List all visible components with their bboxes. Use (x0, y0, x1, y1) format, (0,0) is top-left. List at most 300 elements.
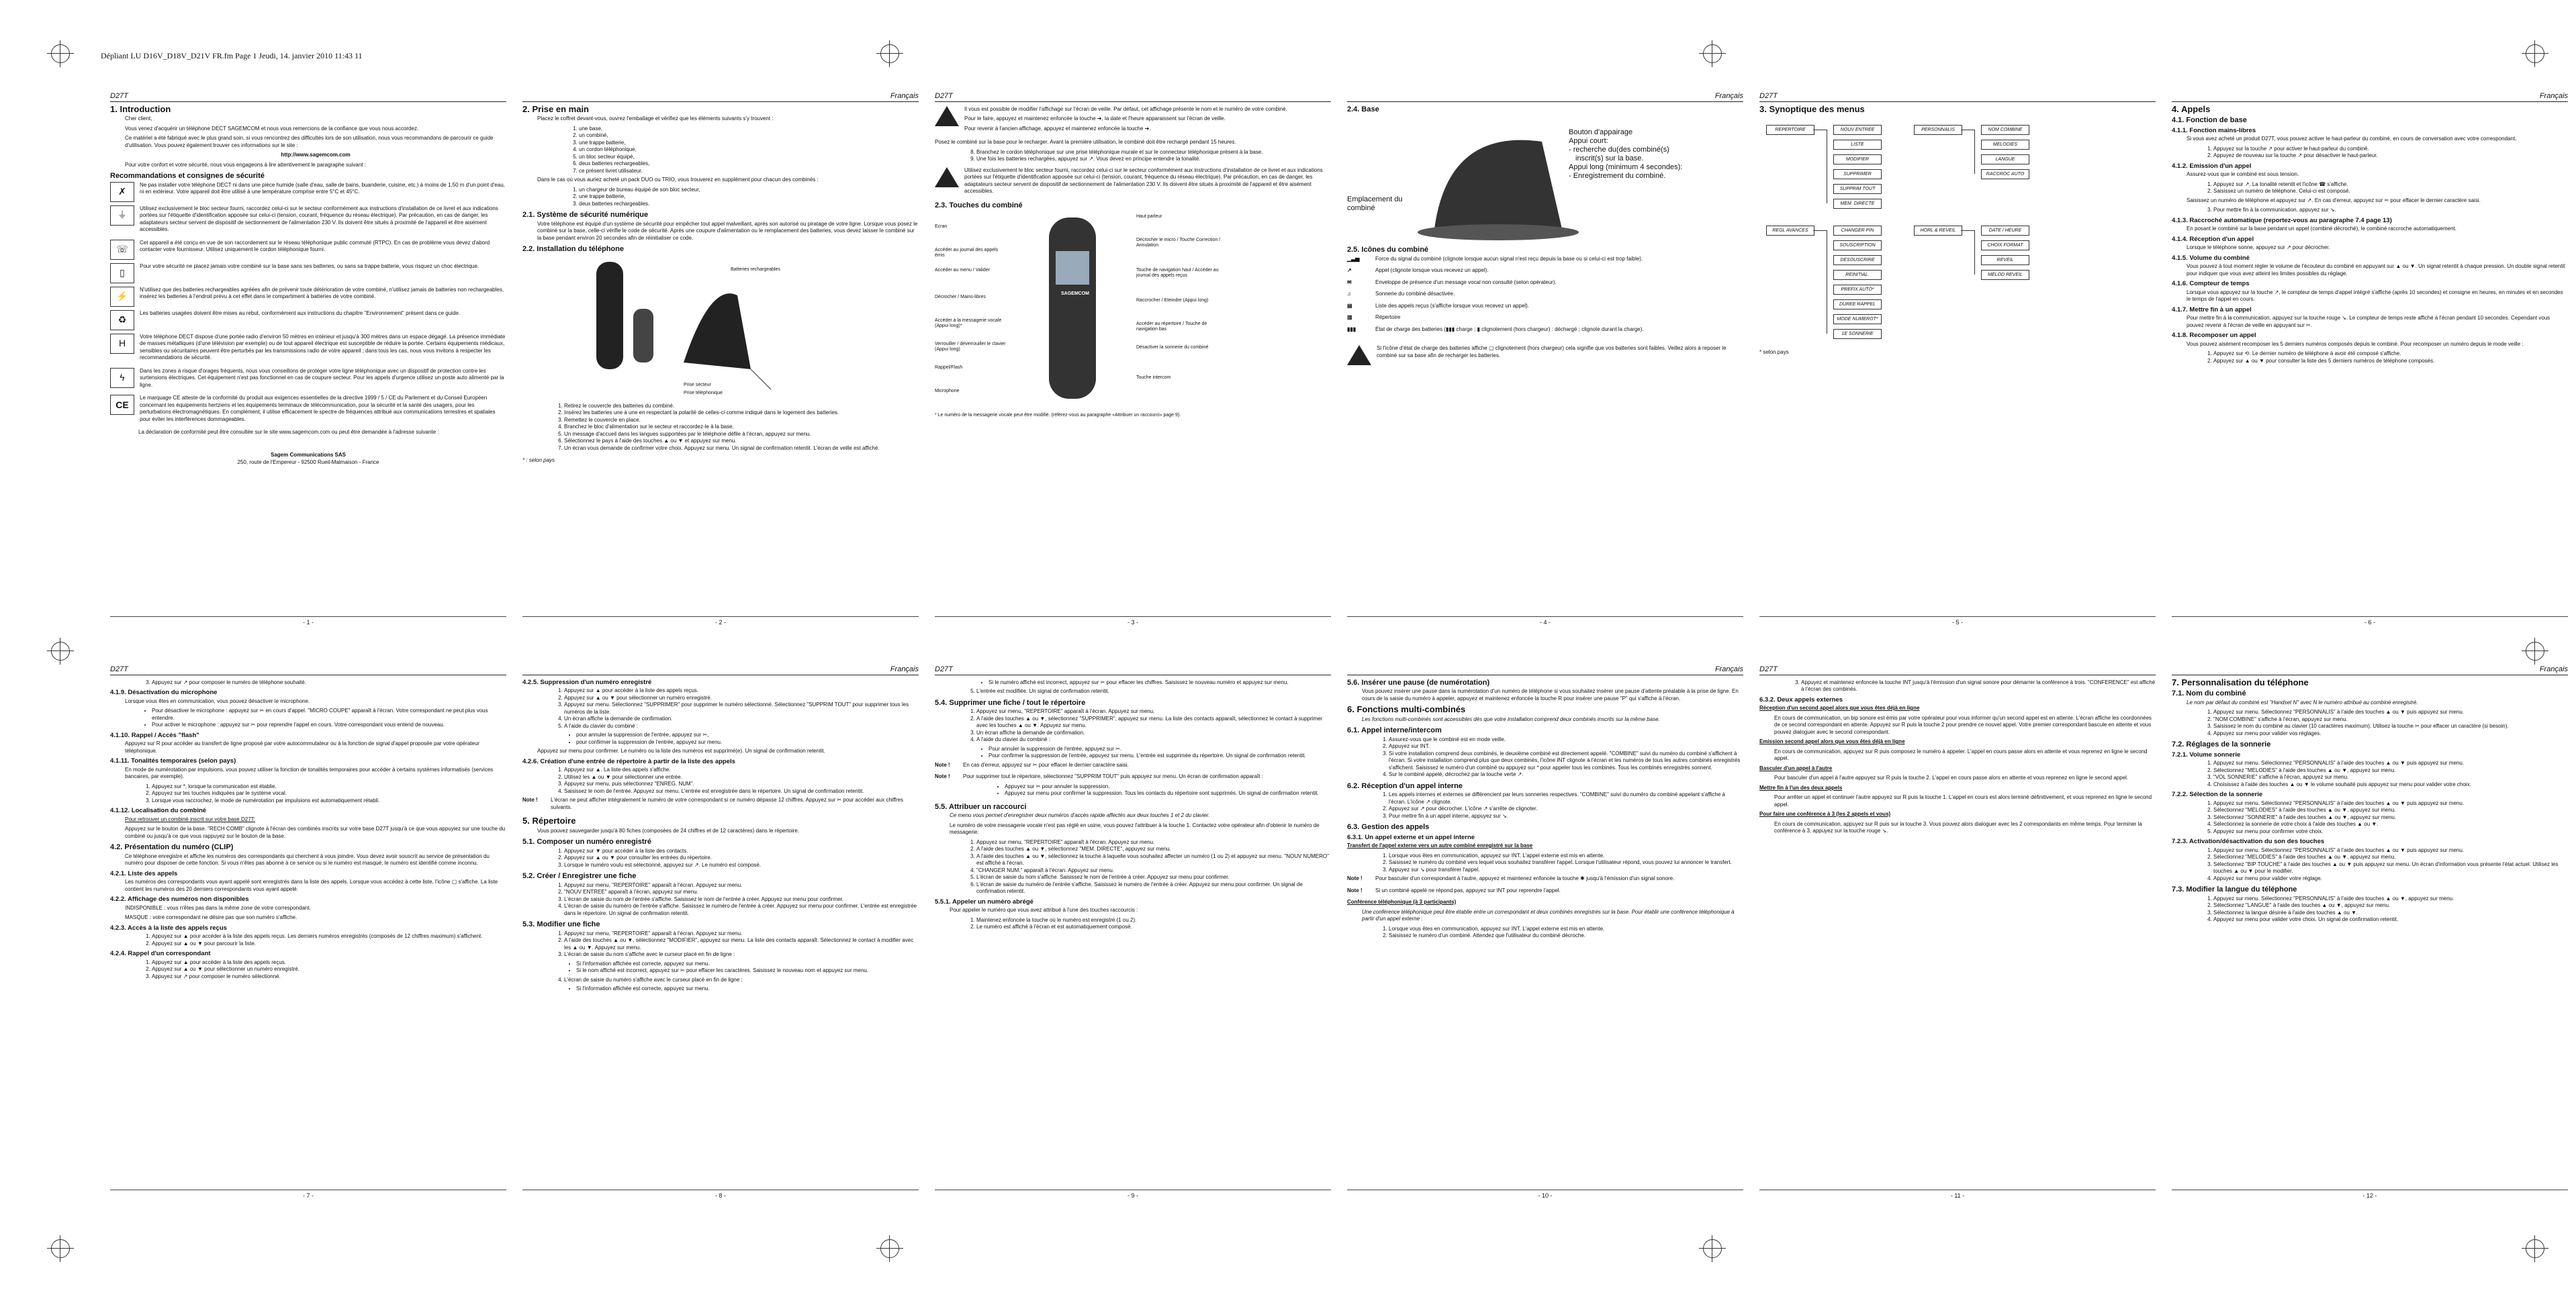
power-adapter-icon: ⏚ (110, 205, 134, 226)
text: Lorsque vous appuyez sur la touche ↗, le compteur de temps d'appel intégré s'affiche (après 10 secondes) et consigne en heures, en minutes et en secondes le temps de l'appel en cours. (2187, 289, 2563, 302)
page-number: - 10 - (1339, 1192, 1751, 1200)
page-2 (514, 93, 927, 630)
callout-label: Accéder à la messagerie vocale (Appui long)* (935, 318, 1002, 328)
brand-logo: SAGEMCOM (1061, 291, 1089, 296)
section-title: 5.5. Attribuer un raccourci (935, 802, 1027, 811)
list-item: • Si l'information affichée est correcte, appuyez sur menu. (576, 985, 919, 993)
menu-box: LISTE (1833, 140, 1882, 150)
callout-label: Accéder au journal des appels émis (935, 248, 999, 258)
list-item: 2. Saisissez le numéro d'un combiné. Attendez que l'utilisateur du combiné décroche. (1389, 932, 1743, 940)
page-10 (1339, 666, 1751, 1203)
list-item: 3. Si votre installation comprend deux combinés, le deuxième combiné est directement appelé. "COMBINE" suivi du numéro du combiné s'affichent à l'écran. Si votre installation comprend plus que deux combinés, l'icône INT clignote à l'écran et les numéros de tous les autres combinés enregistrés s'affichent. Saisissez le numéro d'un combiné ou appuyez sur * pour appeler tous les combinés. Tous les combinés enregistrés sonnent. (1389, 751, 1743, 772)
list-item: 1. Appuyez sur menu, "REPERTOIRE" apparaît à l'écran. Appuyez sur menu. (976, 839, 1331, 847)
menu-box: PREFIX AUTO* (1833, 285, 1882, 295)
note-label: Note ! (1347, 887, 1363, 894)
text: Force du signal du combiné (clignote lorsque aucun signal n'est reçu depuis la base ou si celui-ci est trop faible). (1375, 255, 1643, 262)
list-item: 2. Saisissez un numéro de téléphone. Celui-ci est composé. (2213, 188, 2568, 195)
section-title: 5.4. Supprimer une fiche / tout le répertoire (935, 698, 1086, 707)
list-item: 1. Appuyez sur la touche ↗ pour activer le haut-parleur du combiné. (2213, 146, 2568, 153)
list-item: 1. Appuyez sur menu. Sélectionnez "PERSONNALIS" à l'aide des touches ▲ ou ▼, appuyez sur menu. (2213, 896, 2568, 903)
page-number: - 2 - (514, 619, 927, 626)
list-item: 4. L'écran de saisie du numéro s'affiche avec le curseur placé en fin de ligne : (564, 977, 919, 984)
text: Pour appeler le numéro que vous avez attribué à l'une des touches raccourcis : (950, 907, 1138, 913)
list-item: 3. Appuyez sur menu. Sélectionnez "SUPPRIMER" pour supprimer le numéro sélectionné. Sélectionnez "SUPPRIM TOUT" pour supprimer tous les numéros de la liste. (564, 702, 919, 716)
list-item: 5. L'entrée est modifiée. Un signal de confirmation retentit. (976, 688, 1331, 695)
page-3 (927, 93, 1339, 630)
text: Emission second appel alors que vous êtes déjà en ligne (1759, 738, 1905, 744)
list-item: 3. Appuyez sur ↗ pour composer le numéro de téléphone souhaité. (152, 679, 506, 687)
callout-label: Microphone (935, 389, 960, 393)
text: Les fonctions multi-combinés sont accessibles dès que votre installation comprend deux combinés inscrits sur la même base. (1362, 716, 1660, 722)
subsection-title: 6.3.1. Un appel externe et un appel interne (1347, 833, 1475, 841)
list-item: 3. Remettez le couvercle en place. (564, 417, 919, 424)
list-item: 2. Saisissez le numéro du combiné vers lequel vous souhaitez transférer l'appel. Lorsque l'utilisateur répond, vous pouvez lui annoncer le transfert. (1389, 859, 1743, 867)
electric-hazard-icon: ⚡ (110, 287, 134, 307)
section-title: 5.3. Modifier une fiche (522, 920, 600, 928)
menu-box: 1E SONNERIE (1833, 329, 1882, 339)
page-number: - 4 - (1339, 619, 1751, 626)
text: Pour le faire, appuyez et maintenez enfoncée la touche ➜, la date et l'heure apparaissent sur l'écran de veille. (964, 115, 1226, 122)
page-header: Français (2172, 666, 2568, 675)
menu-box: MEM. DIRECTE (1833, 199, 1882, 209)
subsection-title: 4.2.5. Suppression d'un numéro enregistré (522, 678, 652, 686)
list-item: 6. Sélectionnez le pays à l'aide des touches ▲ ou ▼ et appuyez sur menu. (564, 438, 919, 445)
menu-box: REPERTOIRE (1766, 125, 1814, 135)
list-item: 3. Appuyez et maintenez enfoncée la touche INT jusqu'à l'émission d'un signal sonore pour démarrer la conférence à trois. "CONFERENCE" est affiché à l'écran des combinés. (1801, 679, 2156, 693)
list-item: 1. une base, (579, 126, 919, 133)
list-item: 3. Sélectionnez la langue désirée à l'aide des touches ▲ ou ▼. (2213, 910, 2568, 917)
callout-label: Accéder au répertoire / Touche de navigation bas (1136, 322, 1207, 332)
envelope-icon: ✉ (1347, 279, 1352, 285)
list-item: 2. Sélectionnez "MELODIES" à l'aide des touches ▲ ou ▼, appuyez sur menu. (2213, 767, 2568, 775)
text: Dans les zones à risque d'orages fréquents, nous vous conseillons de protéger votre ligne téléphonique avec un dispositif de protection contre les surtensions électriques. Cet équipement n'est pas fonctionnel en cas de coupure secteur. Pour les appels d'urgence utilisez un poste auto alimenté par la ligne. (140, 367, 504, 388)
list-item: 2. Sélectionnez "MELODIES" à l'aide des touches ▲ ou ▼, appuyez sur menu. (2213, 807, 2568, 814)
text: Saisissez un numéro de téléphone et appuyez sur ↗. En cas d'erreur, appuyez sur ✂ pour effacer le dernier caractère saisi. (2187, 197, 2481, 203)
text: Lorsque le téléphone sonne, appuyez sur ↗ pour décrocher. (2187, 244, 2330, 250)
registration-mark-icon (1699, 40, 1726, 67)
section-title: 2.1. Système de sécurité numérique (522, 211, 649, 219)
menu-box: CHANGER PIN (1833, 226, 1882, 236)
list-item: 1. Appuyez sur menu, "REPERTOIRE" apparaît à l'écran. Appuyez sur menu. (564, 930, 919, 938)
company-address: 250, route de l'Empereur - 92500 Rueil-Malmaison - France (237, 459, 379, 465)
list-item: 4. Appuyez sur menu pour valider votre réglage. (2213, 875, 2568, 883)
section-title: 7.2. Réglages de la sonnerie (2172, 740, 2271, 749)
text: Ce téléphone enregistre et affiche les numéros des correspondants qui cherchent à vous joindre. Vous devez avoir souscrit au service de présentation du numéro pour disposer de cette fonction. Si vous n'êtes pas abonné à ce service ou si le numéro est masqué, le numéro est identifié comme inconnu. (125, 853, 490, 866)
section-title: 6.3. Gestion des appels (1347, 823, 1430, 831)
page-header: Français (2172, 93, 2568, 102)
list-item: 1. Appuyez sur ▲ pour accéder à la liste des appels reçus. (564, 687, 919, 695)
page-header: Français (1347, 666, 1743, 675)
list-item: 3. "VOL SONNERIE" s'affiche à l'écran, appuyez sur menu. (2213, 774, 2568, 781)
page-number: - 5 - (1751, 619, 2164, 626)
list-item: 1. Maintenez enfoncée la touche où le numéro est enregistré (1 ou 2). (976, 917, 1331, 924)
page-4 (1339, 93, 1751, 630)
text: Le marquage CE atteste de la conformité du produit aux exigences essentielles de la directive 1999 / 5 / CE du Parlement et du Conseil Européen concernant les équipements hertziens et les équipements terminaux de télécommunication, pour la sécurité et la santé des usagers, pour les perturbations électromagnétiques. En complément, il utilise efficacement le spectre de fréquences attribué aux communications terrestres et spatiales pour éviter les interférences dommageables. (140, 395, 496, 422)
list-item: 1. Appuyez sur menu. Sélectionnez "PERSONNALIS" à l'aide des touches ▲ ou ▼ puis appuyez sur menu. (2213, 760, 2568, 767)
text: INDISPONIBLE : vous n'êtes pas dans la même zone de votre correspondant. (125, 904, 311, 911)
text: Pour votre confort et votre sécurité, nous vous engageons à lire attentivement le paragraphe suivant : (125, 161, 366, 168)
list-item: 1. Appuyez sur menu. Sélectionnez "PERSONNALIS" à l'aide des touches ▲ ou ▼ puis appuyez sur menu. (2213, 800, 2568, 808)
text: N'utilisez que des batteries rechargeables agréées afin de prévenir toute détérioration de votre combiné, n'utilisez jamais de batteries non rechargeables, insérez les batteries à l'endroit prévu à cet effet dans le compartiment à batteries de votre combiné. (140, 286, 504, 299)
figure-label: Prise téléphonique (684, 390, 723, 395)
list-item: • Pour annuler la suppression de l'entrée, appuyez sur ✂. (988, 746, 1331, 753)
text: Le nom par défaut du combiné est "Handset N" avec N le numéro attribué au combiné enregistré. (2187, 699, 2418, 706)
page-12 (2164, 666, 2576, 1203)
registration-mark-icon (47, 638, 74, 665)
list-item: 2. Le numéro est affiché à l'écran et est automatiquement composé. (976, 924, 1331, 931)
no-water-icon: ✗ (110, 182, 134, 202)
note-label: Note ! (935, 773, 950, 779)
page-6 (2164, 93, 2576, 630)
text: Ce menu vous permet d'enregistrer deux numéros d'accès rapide affectés aux deux touches 1 et 2 du clavier. (950, 812, 1210, 818)
page-header: Français (522, 666, 919, 675)
list-item: 2. Appuyez sur ▲ ou ▼ pour sélectionner un numéro enregistré. (564, 695, 919, 702)
text: En posant le combiné sur la base pendant un appel (combiné décroché), le combiné raccroche automatiquement. (2187, 226, 2457, 232)
callout-label: Haut parleur (1136, 214, 1162, 219)
subsection-title: 4.2.2. Affichage des numéros non disponibles (110, 896, 249, 903)
list-item: 3. Appuyez sur ↗ pour composer le numéro sélectionné. (152, 973, 506, 981)
page-9 (927, 666, 1339, 1203)
handset-screen (1056, 251, 1089, 285)
list-item: 7. ce présent livret utilisateur. (579, 168, 919, 175)
file-header: Dépliant LU D16V_D18V_D21V FR.fm Page 1 Jeudi, 14. janvier 2010 11:43 11 (101, 51, 363, 60)
page-header: D27T (1759, 666, 2156, 675)
list-item: • Appuyez sur menu pour confirmer la suppression. Tous les contacts du répertoire sont supprimés. Un signal de confirmation retentit. (1005, 790, 1319, 798)
list-item: 3. Pour mettre fin à la communication, appuyez sur ↘. (2213, 207, 2568, 214)
text: Basculer d'un appel à l'autre (1759, 765, 1833, 771)
list-item: 3. Appuyez sur menu, puis sélectionnez "ENREG. NUM". (564, 781, 919, 788)
warning-icon (935, 167, 959, 187)
text: Ce matériel a été fabriqué avec le plus grand soin, si vous rencontrez des difficultés lors de son utilisation, nous vous recommandons de parcourir ce guide d'utilisation. Vous pouvez également trouver ces informations sur le site : (125, 135, 494, 148)
list-item: 5. Un message d'accueil dans les langues supportées par le téléphone défile à l'écran, appuyez sur menu. (564, 431, 919, 438)
figure-label: Prise secteur (684, 382, 711, 387)
subsection-title: 4.1.10. Rappel / Accès "flash" (110, 731, 199, 739)
callout-label: Verrouiller / déverrouiller le clavier (Appui long) (935, 342, 1006, 352)
company-name: Sagem Communications SAS (270, 452, 347, 458)
list-item: 4. Sur le combiné appelé, décrochez par la touche verte ↗. (1389, 771, 1743, 779)
list-item: 4. L'écran de saisie du numéro de l'entrée s'affiche. Saisissez le numéro de l'entrée à créer. Appuyez sur menu pour confirmer. L'entrée est enregistrée dans le répertoire. Un signal de confirmation retentit. (564, 903, 919, 917)
section-title: 7.1. Nom du combiné (2172, 689, 2246, 697)
warning-icon (1347, 345, 1371, 365)
text: Appuyez sur R pour accéder au transfert de ligne proposé par votre autocommutateur ou à la fonction de signal d'appel proposée par votre opérateur téléphonique. (125, 740, 480, 754)
subsection-title: 4.1.9. Désactivation du microphone (110, 689, 218, 696)
list-item: 4. Saisissez le nom de l'entrée. Appuyez sur menu. L'entrée est enregistrée dans le répertoire. Un signal de confirmation retentit. (564, 788, 919, 796)
registration-mark-icon (2522, 40, 2548, 67)
text: État de charge des batteries (▮▮▮ charge ; ▮ clignotement (hors chargeur) : déchargé ; clignote durant la charge). (1375, 326, 1644, 332)
text: Ne pas installer votre téléphone DECT ni dans une pièce humide (salle d'eau, salle de bains, buanderie, cuisine, etc.) à moins de 1,50 m d'un point d'eau, ni en extérieur. Votre appareil doit être utilisé à une température comprise entre 5°C et 45°C. (140, 181, 505, 195)
menu-diagram (1759, 118, 2156, 299)
menu-box: DUREE RAPPEL (1833, 299, 1882, 309)
callout-label: Touche intercom (1136, 375, 1171, 380)
text: Appuyez sur le bouton de la base. "RECH COMB" clignote à l'écran des combinés inscrits sur votre base D27T jusqu'à ce que vous appuyiez sur une touche du combiné ou jusqu'à ce que vous rappuyez sur le bouton de la base. (125, 826, 506, 839)
text: Les batteries usagées doivent être mises au rebut, conformément aux instructions du chapitre "Environnement" présent dans ce guide. (140, 309, 461, 316)
list-item: 2. A l'aide des touches ▲ ou ▼, sélectionnez "MODIFIER", appuyez sur menu. La liste des contacts apparaît. Sélectionnez le contact à modifier avec les ▲ ou ▼. Appuyez sur menu. (564, 937, 919, 951)
text: Cet appareil a été conçu en vue de son raccordement sur le réseau téléphonique public commuté (RTPC). En cas de problème vous devez d'abord contacter votre fournisseur. Utilisez uniquement le cordon téléphonique fourni. (140, 239, 490, 252)
text: Pour revenir à l'ancien affichage, appuyez et maintenez enfoncée la touche ➜. (964, 125, 1151, 132)
text: Une conférence téléphonique peut être établie entre un correspondant et deux combinés enregistrés sur la base. Pour établir une conférence téléphonique à partir d'un appel externe : (1362, 908, 1735, 922)
text: Pour faire une conférence à 3 (les 2 appels et vous) (1759, 811, 1891, 817)
callout-label: Accéder au menu / Valider (935, 268, 990, 273)
list-item: 2. une trappe batterie, (579, 193, 919, 201)
text: Assurez-vous que le combiné est sous tension. (2187, 171, 2299, 177)
list-item: 4. Appuyez sur menu pour valider votre choix. Un signal de confirmation retentit. (2213, 916, 2568, 924)
text: En cas d'erreur, appuyez sur ✂ pour effacer le dernier caractère saisi. (963, 761, 1129, 768)
signal-icon: ▁▃▅ (1347, 255, 1360, 262)
call-list-icon: ▤ (1347, 302, 1352, 309)
page-header: D27T (110, 666, 506, 675)
list-item: 2. un combiné, (579, 132, 919, 140)
list-item: • Si le nom affiché est incorrect, appuyez sur ✂ pour effacer les caractères. Saisissez le nouveau nom et appuyez sur menu. (576, 967, 919, 975)
text: La déclaration de conformité peut être consultée sur le site www.sagemcom.com ou peut être demandée à l'adresse suivante : (138, 429, 439, 435)
callout-label: Désactiver la sonnerie du combiné (1136, 345, 1209, 350)
subsection-title: 4.2.4. Rappel d'un correspondant (110, 950, 211, 957)
hospital-icon: H (110, 334, 134, 354)
list-item: • Pour confirmer la suppression de l'entrée, appuyez sur menu. L'entrée est supprimée du répertoire. Un signal de confirmation retentit. (988, 753, 1331, 760)
list-item: • pour confirmer la suppression de l'entrée, appuyez sur menu. (576, 739, 919, 746)
callout-label: Raccrocher / Eteindre (Appui long) (1136, 298, 1209, 303)
registration-mark-icon (876, 1235, 903, 1262)
menu-box: REVEIL (1981, 255, 2029, 265)
warning-box (935, 167, 1331, 198)
page-number: - 8 - (514, 1192, 927, 1200)
text: L'écran ne peut afficher intégralement le numéro de votre correspondant si ce numéro dépasse 12 chiffres. Appuyez sur ✂ pour accéder aux chiffres suivants. (551, 797, 903, 810)
section-title: 1. Introduction (110, 103, 171, 114)
list-item: 4. A l'aide du clavier du combiné : (976, 736, 1331, 744)
menu-box: PERSONNALIS (1914, 125, 1962, 135)
warning-box (935, 106, 1331, 136)
list-item: 1. Retirez le couvercle des batteries du combiné. (564, 403, 919, 410)
subsection-title: 4.1.6. Compteur de temps (2172, 280, 2250, 287)
section-title: 2. Prise en main (522, 103, 589, 114)
list-item: 3. Sélectionnez "SONNERIE" à l'aide des touches ▲ ou ▼, appuyez sur menu. (2213, 814, 2568, 822)
text: Liste des appels reçus (s'affiche lorsque vous recevez un appel). (1375, 302, 1530, 309)
list-item: 4. "CHANGER NUM." apparaît à l'écran. Appuyez sur menu. (976, 867, 1331, 875)
list-item: 2. Sélectionnez "LANGUE" à l'aide des touches ▲ ou ▼, appuyez sur menu. (2213, 902, 2568, 910)
section-title: 2.3. Touches du combiné (935, 201, 1023, 209)
list-item: 1. Les appels internes et externes se différencient par leurs sonneries respectives. "COMBINE" suivi du numéro du combiné appelant s'affiche à l'écran. L'icône ↗ clignote. (1389, 791, 1743, 806)
text: Transfert de l'appel externe vers un autre combiné enregistré sur la base (1347, 842, 1533, 849)
text: Placez le coffret devant-vous, ouvrez l'emballage et vérifiez que les éléments suivants s'y trouvent : (537, 115, 774, 122)
text: Pour arrêter un appel et continuer l'autre appuyez sur R puis la touche 1. L'appel en cours est alors terminé définitivement, et vous reprenez en ligne le second appel. (1774, 794, 2152, 808)
menu-box: CHOIX FORMAT (1981, 240, 2029, 250)
subsection-title: 4.1.5. Volume du combiné (2172, 254, 2250, 262)
list-item: 2. Utilisez les ▲ ou ▼ pour sélectionner une entrée. (564, 774, 919, 781)
callout-label: Décrocher / Mains-libres (935, 295, 986, 299)
list-item: 1. Appuyez sur menu, "REPERTOIRE" apparaît à l'écran. Appuyez sur menu. (976, 708, 1331, 716)
list-item: • Si le numéro affiché est incorrect, appuyez sur ✂ pour effacer les chiffres. Saisissez le nouveau numéro et appuyez sur menu. (988, 679, 1331, 687)
ringer-off-icon: ♫ (1347, 291, 1351, 297)
page-number: - 6 - (2164, 619, 2576, 626)
text: En cours de communication, appuyez sur R puis composez le numéro à appeler. L'appel en cours passe alors en attente et vous reprenez en ligne le second appel. (1774, 748, 2148, 761)
list-item: 6. deux batteries rechargeables, (579, 160, 919, 168)
menu-box: SUPPRIM TOUT (1833, 184, 1882, 194)
note-label: Note ! (935, 761, 950, 768)
callout-label: - recherche du(des combiné(s) (1569, 146, 1669, 154)
list-item: 1. Appuyez sur ▼ pour accéder à la liste des contacts. (564, 848, 919, 855)
section-title: 2.4. Base (1347, 105, 1379, 113)
list-item: 3. une trappe batterie, (579, 140, 919, 147)
list-item: 3. Pour mettre fin à un appel interne, appuyez sur ↘. (1389, 813, 1743, 820)
text: Vous pouvez sauvegarder jusqu'à 80 fiches (composées de 24 chiffres et de 12 caractères) dans le répertoire. (537, 827, 800, 834)
list-item: 3. Saisissez le nom du combiné au clavier (10 caractères maximum). Utilisez la touche ✂ pour effacer un caractère (si besoin). (2213, 723, 2568, 730)
safety-list (110, 182, 506, 448)
list-item: 4. Sélectionnez la sonnerie de votre choix à l'aide des touches ▲ ou ▼. (2213, 821, 2568, 828)
section-title: 3. Synoptique des menus (1759, 103, 1865, 114)
page-header: D27T (1759, 93, 2156, 102)
section-title: 6.2. Réception d'un appel interne (1347, 781, 1463, 790)
base-illustration (1408, 115, 1582, 242)
list-item: 2. Appuyez sur les touches indiquées par le système vocal. (152, 790, 506, 798)
text: Appel (clignote lorsque vous recevez un appel). (1375, 267, 1489, 273)
ce-mark-icon: CE (110, 395, 134, 415)
warning-icon (935, 106, 959, 126)
list-item: 2. "NOUV ENTREE" apparaît à l'écran, appuyez sur menu. (564, 889, 919, 896)
page-header: D27T (110, 93, 506, 102)
page-number: - 9 - (927, 1192, 1339, 1200)
menu-box: NOM COMBINE (1981, 125, 2029, 135)
page-1 (102, 93, 514, 630)
list-item: 2. Appuyez sur ▲ ou ▼ pour parcourir la liste. (152, 941, 506, 948)
list-item: 3. L'écran de saisie du nom de l'entrée s'affiche. Saisissez le nom de l'entrée à créer. Appuyez sur menu pour confirmer. (564, 896, 919, 904)
menu-box: NOUV ENTREE (1833, 125, 1882, 135)
text: Conférence téléphonique (à 3 participants) (1347, 899, 1457, 905)
menu-box: SOUSCRIPTION (1833, 240, 1882, 250)
text: En cours de communication, appuyez sur R puis sur la touche 3. Vous pouvez alors dialoguer avec les 2 correspondants en même temps. Pour terminer la conférence à 3, appuyez sur la touche rouge ↘. (1774, 820, 2142, 834)
menu-box: LANGUE (1981, 154, 2029, 164)
section-title: 7.3. Modifier la langue du téléphone (2172, 885, 2297, 894)
section-title: 7. Personnalisation du téléphone (2172, 677, 2309, 687)
text: Enveloppe de présence d'un message vocal non consulté (selon opérateur). (1375, 279, 1557, 285)
list-item: 2. Appuyez sur ↗ pour décrocher. L'icône ↗ s'arrête de clignoter. (1389, 806, 1743, 813)
callout-label: Appui long (minimum 4 secondes): (1569, 163, 1683, 171)
text: Dans le cas où vous auriez acheté un pack DUO ou TRIO, vous trouverez en supplément pour chacun des combinés : (537, 177, 819, 183)
section-title: 6.1. Appel interne/intercom (1347, 726, 1442, 734)
list-item: 3. Appuyez sur ↘ pour transférer l'appel. (1389, 867, 1743, 874)
list-item: 2. Appuyez sur ▲ ou ▼ pour consulter la liste des 5 derniers numéros de téléphone composés. (2213, 358, 2568, 365)
callout-label: Emplacement du combiné (1347, 195, 1403, 212)
text: Votre téléphone DECT dispose d'une portée radio d'environ 50 mètres en intérieur et jusqu'à 300 mètres dans un espace dégagé. La présence immédiate de masses métalliques (d'une télévision par exemple) ou de tout appareil électrique est susceptible de réduire la portée. Certains équipements médicaux, sensibles ou sécuritaires peuvent être perturbés par les transmissions radio de votre appareil ; dans tous les cas, nous vous invitons à respecter les recommandations de sécurité. (140, 333, 506, 360)
menu-box: RACCROC AUTO (1981, 169, 2029, 179)
page-header: Français (522, 93, 919, 102)
list-item: 1. Lorsque vous êtes en communication, appuyez sur INT. L'appel externe est mis en attente. (1389, 926, 1743, 933)
section-title: 5.1. Composer un numéro enregistré (522, 838, 651, 846)
section-title: 5. Répertoire (522, 816, 576, 826)
list-item: 3. L'écran de saisie du nom s'affiche avec le curseur placé en fin de ligne : (564, 951, 919, 959)
url-link[interactable]: http://www.sagemcom.com (281, 152, 351, 158)
list-item: 1. Appuyez sur ↗. La tonalité retentit et l'icône ☎ s'affiche. (2213, 181, 2568, 189)
page-5 (1751, 93, 2164, 630)
text: Pour basculer d'un correspondant à l'autre, appuyez et maintenez enfoncée la touche ✱ jusqu'à l'émission d'un signal sonore. (1375, 875, 1675, 881)
list-item: 4. Choisissez à l'aide des touches ▲ ou ▼ le volume souhaité puis appuyez sur menu pour valider votre choix. (2213, 781, 2568, 789)
text: Vous venez d'acquérir un téléphone DECT SAGEMCOM et nous vous remercions de la confiance que vous nous accordez. (125, 125, 419, 132)
registration-mark-icon (1699, 1235, 1726, 1262)
text: Les numéros des correspondants vous ayant appelé sont enregistrés dans la liste des appels. Lorsque vous accédez à cette liste, l'icône ▢ s'affiche. La liste contient les numéros des 20 derniers correspondants vous ayant appelé. (125, 879, 498, 892)
list-item: 2. A l'aide des touches ▲ ou ▼, sélectionnez "MEM. DIRECTE", appuyez sur menu. (976, 846, 1331, 853)
text: Appuyez sur menu pour confirmer. Le numéro ou la liste des numéros est supprimé(e). Un signal de confirmation retentit. (537, 748, 825, 754)
text: Lorsque vous êtes en communication, vous pouvez désactiver le microphone. (125, 697, 310, 704)
text: Pour basculer d'un appel à l'autre appuyez sur R puis la touche 2. L'appel en cours passe alors en attente et vous reprenez en ligne le second appel. (1774, 775, 2129, 781)
subsection-title: 4.1.1. Fonction mains-libres (2172, 126, 2256, 134)
phonebook-icon: ▥ (1347, 314, 1352, 320)
subsection-title: 4.1.2. Emission d'un appel (2172, 162, 2252, 170)
list-item: 1. Assurez-vous que le combiné est en mode veille. (1389, 736, 1743, 744)
list-item: 2. A l'aide des touches ▲ ou ▼, sélectionnez "SUPPRIMER", appuyez sur menu. La liste des contacts apparaît, sélectionnez le contact à supprimer avec les touches ▲ ou ▼. Appuyez sur menu. (976, 716, 1331, 730)
list-item: 3. Un écran affiche la demande de confirmation. (976, 730, 1331, 737)
subsection-title: 4.2.6. Création d'une entrée de répertoire à partir de la liste des appels (522, 757, 735, 765)
menu-box: DATE / HEURE (1981, 226, 2029, 236)
page-header: Français (1347, 93, 1743, 102)
text: Le numéro de votre messagerie vocale n'est pas réglé en usine, vous pouvez l'attribuer à la touche 1. Contactez votre opérateur afin d'obtenir le numéro de messagerie. (950, 822, 1320, 835)
list-item: 5. A l'aide du clavier du combiné : (564, 723, 919, 730)
text: Vous pouvez insérer une pause dans la numérotation d'un numéro de téléphone si vous souhaitez insérer une pause d'attente préalable à la prise de ligne. En cours de la saisie du numéro à appeler, appuyez et maintenez enfoncée la touche R pour insérer une pause "P" qui s'affiche à l'écran. (1362, 688, 1739, 702)
section-title: 2.5. Icônes du combiné (1347, 246, 1429, 254)
callout-label: Décrocher le micro / Touche Correction / Annulation (1136, 238, 1221, 248)
list-item: 2. Sélectionnez "MELODIES" à l'aide des touches ▲ ou ▼, appuyez sur menu. (2213, 854, 2568, 861)
battery-disposal-icon: ♻ (110, 310, 134, 330)
subsection-title: 4.1.8. Recomposer un appel (2172, 332, 2256, 339)
page-8 (514, 666, 927, 1203)
callout-label: Appui court: (1569, 137, 1608, 145)
list-item: 2. Insérez les batteries une à une en respectant la polarité de celles-ci comme indiqué dans le logement des batteries. (564, 409, 919, 417)
menu-box: MELODIES (1981, 140, 2029, 150)
phone-cord-icon: ☏ (110, 240, 134, 260)
menu-box: HORL & REVEIL (1914, 226, 1962, 236)
list-item: 3. Lorsque vous raccrochez, le mode de numérotation par impulsions est automatiquement rétabli. (152, 798, 506, 805)
list-item: 3. deux batteries rechargeables. (579, 201, 919, 208)
list-item: 4. un cordon téléphonique, (579, 146, 919, 154)
menu-box: REINITIAL. (1833, 270, 1882, 280)
callout-label: Bouton d'appairage (1569, 128, 1633, 136)
list-item: 2. Appuyez sur ▲ ou ▼ pour sélectionner un numéro enregistré. (152, 966, 506, 973)
list-item: 4. Branchez le bloc d'alimentation sur le secteur et raccordez-le à la base. (564, 424, 919, 431)
section-title: 4. Appels (2172, 103, 2211, 114)
callout-label: inscrit(s) sur la base. (1575, 154, 1644, 162)
subsection-title: 7.2.3. Activation/désactivation du son des touches (2172, 838, 2325, 845)
text: Sonnerie du combiné désactivée. (1375, 291, 1455, 297)
phone-installation-illustration (583, 255, 784, 403)
section-title: 4.2. Présentation du numéro (CLIP) (110, 843, 234, 851)
list-item: 2. Appuyez de nouveau sur la touche ↗ pour désactiver le haut-parleur. (2213, 152, 2568, 160)
text: En mode de numérotation par impulsions, vous pouvez utiliser la fonction de tonalités temporaires pour accéder à certains systèmes informatisés (services bancaires, par exemple). (125, 766, 494, 779)
registration-mark-icon (2522, 638, 2548, 665)
list-item: • pour annuler la suppression de l'entrée, appuyez sur ✂, (576, 732, 919, 739)
registration-mark-icon (47, 1235, 74, 1262)
note-label: Note ! (1347, 875, 1363, 881)
list-item: • Pour activer le microphone : appuyez sur ✂ pour reprendre l'appel en cours. Votre correspondant vous entend de nouveau. (152, 722, 506, 729)
text: Pour mettre fin à la communication, appuyez sur la touche rouge ↘. Le compteur de temps reste affiché à l'écran pendant 10 secondes. Cependant vous pouvez revenir à l'écran de veille en appuyant sur ✂. (2187, 315, 2550, 328)
subsection-title: 7.2.1. Volume sonnerie (2172, 751, 2241, 759)
handset-icon: ▯ (110, 263, 134, 283)
text: Si vous avez acheté un produit D27T, vous pouvez activer le haut-parleur du combiné, en cours de conversation avec votre correspondant. (2187, 136, 2517, 142)
subsection-title: 4.2.3. Accès à la liste des appels reçus (110, 924, 227, 932)
section-title: 5.6. Insérer une pause (de numérotation) (1347, 678, 1490, 687)
installation-figure (522, 255, 919, 403)
subsection-title: 4.1.11. Tonalités temporaires (selon pays) (110, 757, 236, 765)
subsection-title: 4.1.12. Localisation du combiné (110, 807, 207, 814)
subsection-title: 7.2.2. Sélection de la sonnerie (2172, 791, 2263, 798)
text: Votre téléphone est équipé d'un système de sécurité pour empêcher tout appel malveillant, après son autorisé ou piratage de votre ligne. Lorsque vous posez le combiné sur la base, celle-ci vérifie le code de sécurité. Après une coupure d'alimentation ou le remplacement des batteries, vous devez laisser le combiné sur la base pendant environ 20 secondes afin de réinitialiser ce code. (537, 220, 918, 241)
menu-box: MELOD REVEIL (1981, 270, 2029, 280)
list-item: 3. Lorsque le numéro voulu est sélectionné, appuyez sur ↗. Le numéro est composé. (564, 862, 919, 869)
list-item: • Pour désactiver le microphone : appuyez sur ✂ en cours d'appel. "MICRO COUPE" apparaît à l'écran. Votre correspondant ne peut plus vous entendre. (152, 708, 506, 722)
menu-box: MODIFIER (1833, 154, 1882, 164)
list-item: 8. Branchez le cordon téléphonique sur une prise téléphonique murale et sur le connecteur téléphonique présent à la base. (976, 149, 1331, 156)
page-number: - 11 - (1751, 1192, 2164, 1200)
page-11 (1751, 666, 2164, 1203)
list-item: 1. Appuyez sur ▲. La liste des appels s'affiche. (564, 767, 919, 774)
section-title: 5.2. Créer / Enregistrer une fiche (522, 872, 637, 880)
list-item: 1. Appuyez sur menu. Sélectionnez "PERSONNALIS" à l'aide des touches ▲ ou ▼ puis appuyez sur menu. (2213, 847, 2568, 855)
